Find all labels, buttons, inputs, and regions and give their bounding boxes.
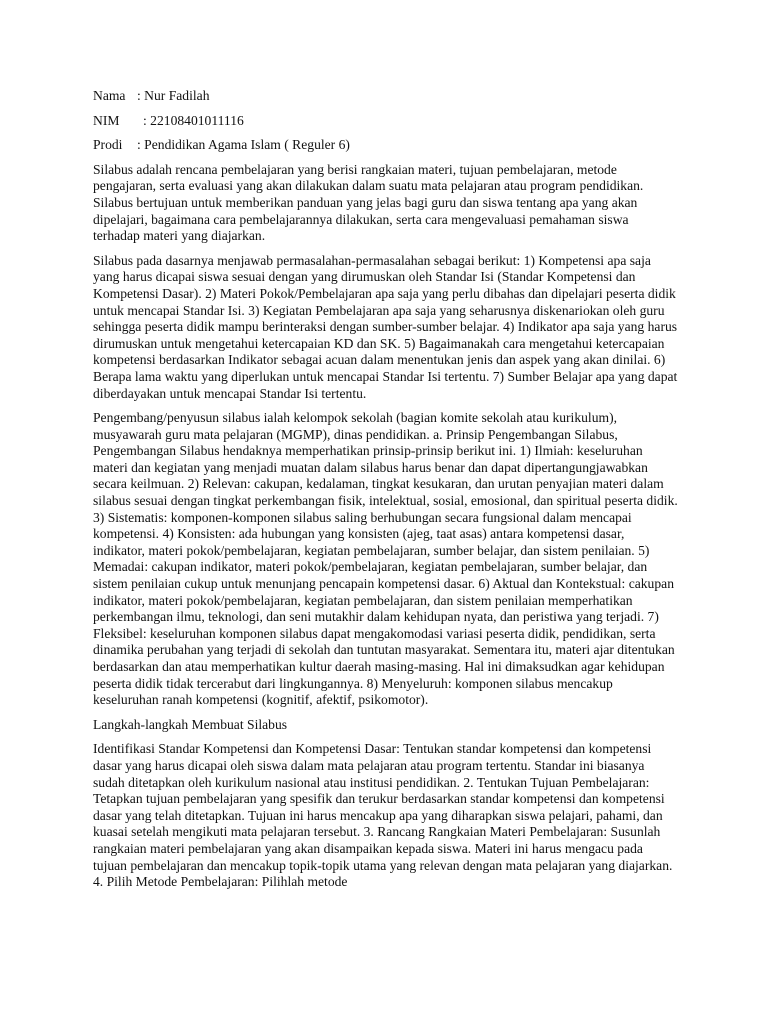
paragraph-principles: Pengembang/penyusun silabus ialah kelompok sekolah (bagian komite sekolah atau kurikulum), musyawarah guru mata pelajaran (MGMP), dinas pendidikan. a. Prinsip Pengembangan Silabus, Pengembangan Silabus hendaknya memperhatikan prinsip-prinsip berikut ini. 1) Ilmiah: keseluruhan materi dan kegiatan yang menjadi muatan dalam silabus harus benar dan dapat dipertangungjawabkan secara keilmuan. 2) Relevan: cakupan, kedalaman, tingkat kesukaran, dan urutan penyajian materi dalam silabus sesuai dengan tingkat perkembangan fisik, intelektual, sosial, emosional, dan spiritual peserta didik. 3) Sistematis: komponen-komponen silabus saling berhubungan secara fungsional dalam mencapai kompetensi. 4) Konsisten: ada hubungan yang konsisten (ajeg, taat asas) antara kompetensi dasar, indikator, materi pokok/pembelajaran, kegiatan pembelajaran, sumber belajar, dan sistem penilaian. 5) Memadai: cakupan indikator, materi pokok/pembelajaran, kegiatan pembelajaran, sumber belajar, dan sistem penilaian cukup untuk menunjang pencapain kompetensi dasar. 6) Aktual dan Kontekstual: cakupan indikator, materi pokok/pembelajaran, kegiatan pembelajaran, dan sistem penilaian memperhatikan perkembangan ilmu, teknologi, dan seni mutakhir dalam kehidupan nyata, dan peristiwa yang terjadi. 7) Fleksibel: keseluruhan komponen silabus dapat mengakomodasi variasi peserta didik, pendidikan, serta dinamika perubahan yang terjadi di sekolah dan tuntutan masyarakat. Sementara itu, materi ajar ditentukan berdasarkan dan atau memperhatikan kultur daerah masing-masing. Hal ini dimaksudkan agar kehidupan peserta didik tidak tercerabut dari lingkungannya. 8) Menyeluruh: komponen silabus mencakup keseluruhan ranah kompetensi (kognitif, afektif, psikomotor). (93, 410, 678, 708)
paragraph-steps: Identifikasi Standar Kompetensi dan Kompetensi Dasar: Tentukan standar kompetensi dan kompetensi dasar yang harus dicapai oleh siswa dalam mata pelajaran atau program tertentu. Standar ini biasanya sudah ditetapkan oleh kurikulum nasional atau institusi pendidikan. 2. Tentukan Tujuan Pembelajaran: Tetapkan tujuan pembelajaran yang spesifik dan terukur berdasarkan standar kompetensi dan kompetensi dasar yang telah ditetapkan. Tujuan ini harus mencakup apa yang diharapkan siswa pelajari, pahami, dan kuasai setelah mengikuti mata pelajaran tersebut. 3. Rancang Rangkaian Materi Pembelajaran: Susunlah rangkaian materi pembelajaran yang akan disampaikan kepada siswa. Materi ini harus mengacu pada tujuan pembelajaran dan mencakup topik-topik utama yang relevan dengan mata pelajaran yang diajarkan. 4. Pilih Metode Pembelajaran: Pilihlah metode (93, 741, 673, 890)
section-heading: Langkah-langkah Membuat Silabus (93, 716, 288, 732)
paragraph-definition: Silabus adalah rencana pembelajaran yang berisi rangkaian materi, tujuan pembelajaran, metode pengajaran, serta evaluasi yang akan dilakukan dalam suatu mata pelajaran atau program pendidikan. Silabus bertujuan untuk memberikan panduan yang jelas bagi guru dan siswa tentang apa yang akan dipelajari, bagaimana cara pembelajarannya dilakukan, serta cara mengevaluasi pemahaman siswa terhadap materi yang diajarkan. (93, 161, 644, 244)
paragraph-problems: Silabus pada dasarnya menjawab permasalahan-permasalahan sebagai berikut: 1) Kompetensi apa saja yang harus dicapai siswa sesuai dengan yang dirumuskan oleh Standar Isi (Standar Kompetensi dan Kompetensi Dasar). 2) Materi Pokok/Pembelajaran apa saja yang perlu dibahas dan dipelajari peserta didik untuk mencapai Standar Isi. 3) Kegiatan Pembelajaran apa saja yang seharusnya diskenariokan oleh guru sehingga peserta didik mampu berinteraksi dengan sumber-sumber belajar. 4) Indikator apa saja yang harus dirumuskan untuk mengetahui ketercapaian KD dan SK. 5) Bagaimanakah cara mengetahui ketercapaian kompetensi berdasarkan Indikator sebagai acuan dalam menentukan jenis dan aspek yang akan dinilai. 6) Berapa lama waktu yang diperlukan untuk mencapai Standar Isi tertentu. 7) Sumber Belajar apa yang dapat diberdayakan untuk mencapai Standar Isi tertentu. (93, 252, 678, 401)
nim-label: NIM (93, 112, 120, 128)
nama-value: : Nur Fadilah (137, 88, 210, 103)
nim-value: : 22108401011116 (143, 112, 244, 128)
document-page (93, 88, 678, 899)
nama-field (93, 88, 678, 105)
nama-label: Nama (93, 88, 126, 103)
prodi-label: Prodi (93, 137, 123, 153)
prodi-field (93, 137, 678, 154)
prodi-value: : Pendidikan Agama Islam ( Reguler 6) (137, 137, 350, 153)
nim-field (93, 113, 678, 130)
